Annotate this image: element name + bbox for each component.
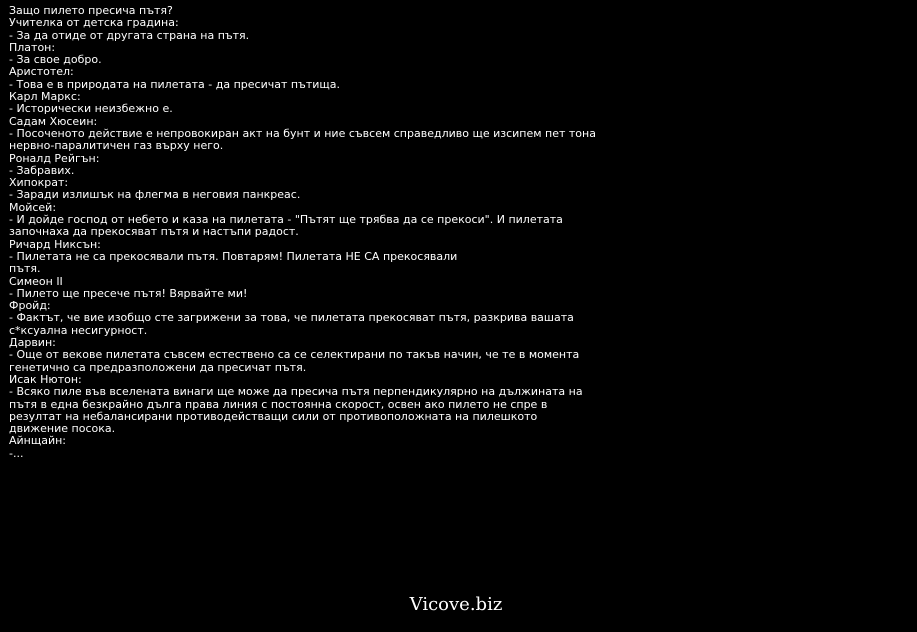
joke-title: Защо пилето пресича пътя?	[9, 4, 173, 17]
speaker-answer: - Пилетата не са прекосявали пътя. Повтарям! Пилетата НЕ СА прекосявали пътя.	[9, 249, 458, 276]
speaker-name: Мойсей:	[9, 200, 57, 214]
speaker-answer: - Още от векове пилетата съвсем естествено са се селектирани по такъв начин, че те в момента генетично са предразположени да пресичат пътя.	[9, 348, 580, 374]
speaker-name: Фройд:	[9, 299, 51, 313]
speaker-answer: - Това е в природата на пилетата - да пресичат пътища.	[9, 77, 340, 91]
site-name: Vicove.biz	[409, 594, 503, 615]
site-watermark	[0, 593, 917, 617]
speaker-name: Платон:	[9, 40, 56, 54]
speaker-answer: - Исторически неизбежно е.	[9, 102, 173, 116]
speaker-name: Дарвин:	[9, 336, 56, 350]
speaker-answer: - Пилето ще пресече пътя! Вярвайте ми!	[9, 286, 248, 300]
speaker-answer: - Всяко пиле във вселената винаги ще може да пресича пътя перпендикулярно на дължината на пътя в една безкрайно дълга права линия с постоянна скорост, освен ако пилето не спре в резултат на небалансирани противодействащи сили от противоположната на пилешкото движение посока.	[9, 385, 583, 436]
speaker-answer: - Посоченото действие е непровокиран акт на бунт и ние съвсем справедливо ще изсипем пет тона нервно-паралитичен газ върху него.	[9, 126, 596, 153]
speaker-name: Ричард Никсън:	[9, 237, 101, 251]
speaker-name: Аристотел:	[9, 65, 74, 79]
speaker-name: Учителка от детска градина:	[9, 16, 179, 30]
speaker-answer: - Заради излишък на флегма в неговия панкреас.	[9, 188, 301, 202]
joke-text	[9, 5, 599, 460]
speaker-name: Айнщайн:	[9, 434, 67, 448]
speaker-name: Исак Нютон:	[9, 372, 82, 386]
speaker-name: Симеон II	[9, 274, 63, 288]
speaker-answer: - Забравих.	[9, 163, 75, 177]
speaker-answer: - Фактът, че вие изобщо сте загрижени за това, че пилетата прекосяват пътя, разкрива вашата с*ксуална несигурност.	[9, 311, 574, 337]
speaker-name: Садам Хюсеин:	[9, 114, 98, 128]
speaker-answer: - И дойде господ от небето и каза на пилетата - "Пътят ще трябва да се прекоси". И пилетата започнаха да прекосяват пътя и настъпи радост.	[9, 213, 563, 239]
speaker-answer: - За свое добро.	[9, 53, 102, 67]
speaker-answer: - За да отиде от другата страна на пътя.	[9, 28, 250, 42]
speaker-name: Роналд Рейгън:	[9, 151, 100, 165]
speaker-name: Карл Маркс:	[9, 90, 81, 104]
speaker-name: Хипократ:	[9, 176, 69, 190]
speaker-answer: -...	[9, 446, 24, 460]
